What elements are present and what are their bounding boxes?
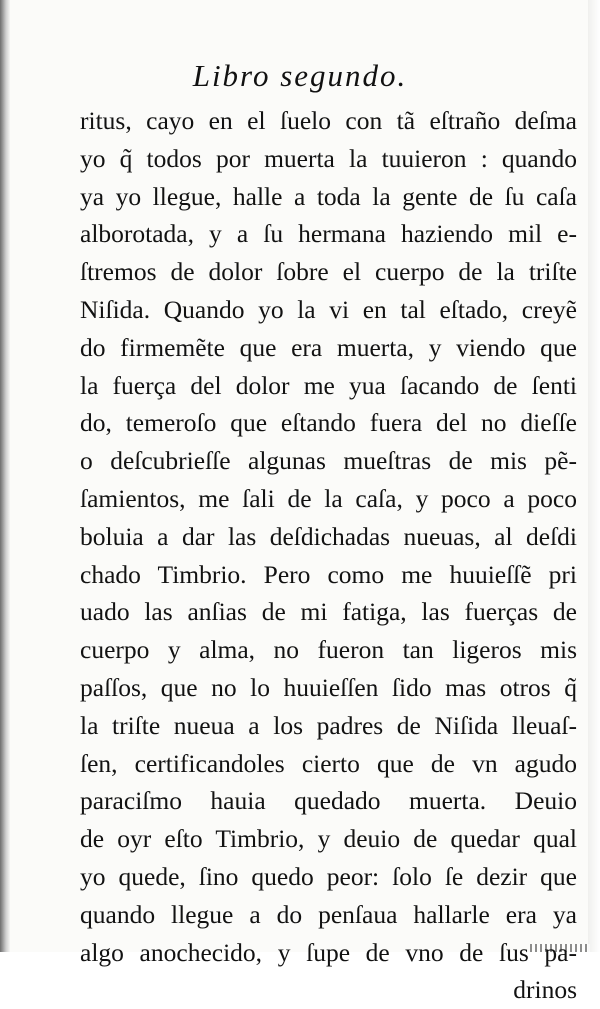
- text-line: ritus, cayo en el ſuelo con tã eſtraño deſma: [80, 106, 577, 135]
- text-line: de oyr eſto Timbrio, y deuio de quedar qual: [80, 824, 577, 854]
- page-gutter-shadow: [0, 0, 10, 952]
- text-line: uado las anſias de mi fatiga, las fuerças de: [80, 597, 577, 627]
- text-line: paraciſmo hauia quedado muerta. Deuio: [80, 786, 577, 816]
- text-line: chado Timbrio. Pero como me huuieſſẽ pri: [80, 559, 577, 589]
- text-line: paſſos, que no lo huuieſſen ſido mas otros q̃: [80, 672, 577, 702]
- text-line: Niſida. Quando yo la vi en tal eſtado, creyẽ: [80, 294, 577, 324]
- text-line: ya yo llegue, halle a toda la gente de ſu caſa: [80, 181, 577, 211]
- text-line: quando llegue a do penſaua hallarle era ya: [80, 899, 577, 929]
- text-line: algo anochecido, y ſupe de vno de ſus pa-: [80, 937, 577, 967]
- running-head: Libro segundo.: [192, 58, 408, 93]
- catchword: drinos: [513, 975, 577, 1005]
- text-line: la fuerça del dolor me yua ſacando de ſenti: [80, 370, 577, 400]
- body-text: [80, 102, 577, 1009]
- text-line: ſtremos de dolor ſobre el cuerpo de la triſte: [80, 257, 577, 287]
- text-line: alborotada, y a ſu hermana haziendo mil e-: [80, 219, 577, 249]
- text-line: ſen, certificandoles cierto que de vn agudo: [80, 748, 577, 778]
- text-line: yo q̃ todos por muerta la tuuieron : quando: [80, 143, 577, 173]
- text-line: la triſte nueua a los padres de Niſida lleuaſ-: [80, 710, 577, 740]
- text-line: yo quede, ſino quedo peor: ſolo ſe dezir que: [80, 861, 577, 891]
- text-line: cuerpo y alma, no fueron tan ligeros mis: [80, 635, 577, 665]
- text-line: do, temeroſo que eſtando fuera del no dieſſe: [80, 408, 577, 438]
- text-line: boluia a dar las deſdichadas nueuas, al deſdi: [80, 521, 577, 551]
- text-line: ſamientos, me ſali de la caſa, y poco a poco: [80, 483, 577, 513]
- page-edge: [588, 0, 600, 952]
- text-line: do firmemẽte que era muerta, y viendo que: [80, 332, 577, 362]
- text-line: o deſcubrieſſe algunas mueſtras de mis pẽ-: [80, 446, 577, 476]
